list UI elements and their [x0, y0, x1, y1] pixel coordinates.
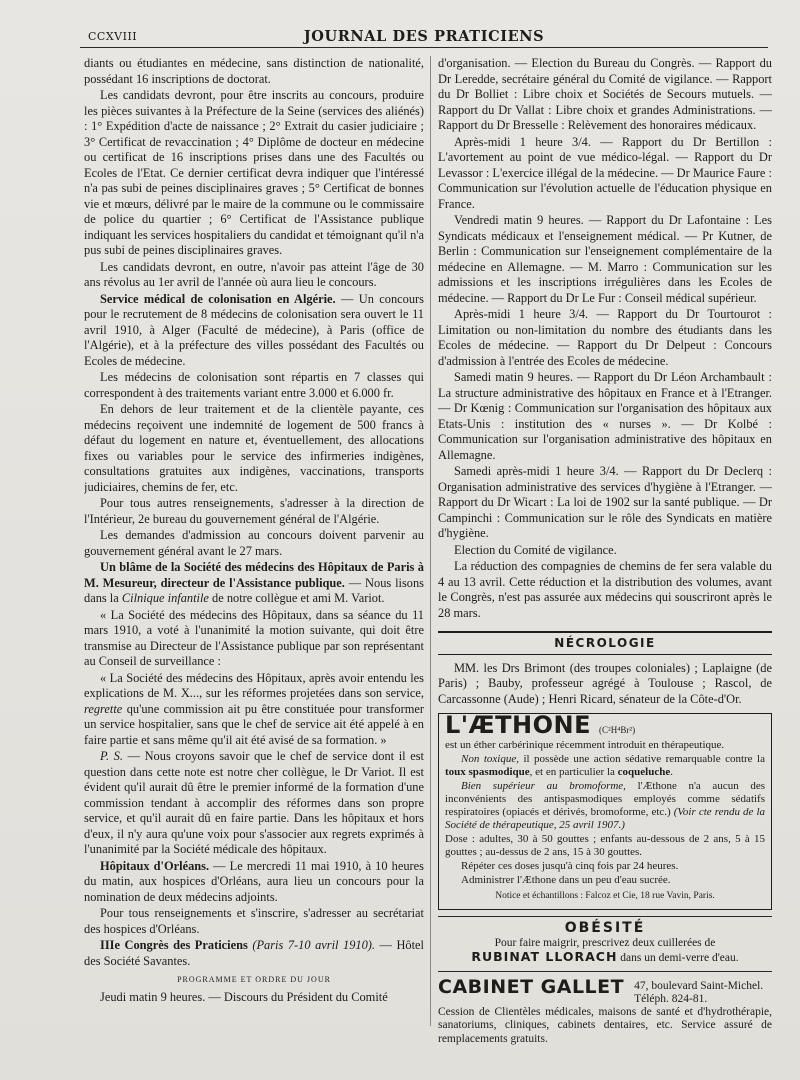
divider — [438, 916, 772, 917]
section-title: Service médical de colonisation en Algérie. — [100, 291, 336, 306]
ad-header — [438, 975, 772, 1006]
emphasis: regrette — [84, 701, 123, 716]
paragraph-text: — Hôtel des Société Savantes. — [84, 938, 424, 968]
section-title: IIIe Congrès des Praticiens — [100, 938, 248, 952]
paragraph: Vendredi matin 9 heures. — Rapport du Dr Lafontaine : Les Syndicats médicaux et l'enseignement médical. — Pr Kutner, de Berlin : Communication sur l'enseignement complémentaire de la médecine en Allemagne. — M. Marro : Communication sur les admissions et les inscriptions irrégulières dans les Ecoles de médecine. — Rapport du Dr Le Fur : Conseil médical supérieur. — [438, 213, 772, 305]
ad-text: Cession de Clientèles médicales, maisons de santé et d'hydrothérapie, sanatoriums, cliniques, cabinets dentaires, etc. Service assuré de remplacements gratuits. — [438, 1005, 772, 1045]
paragraph: Samedi matin 9 heures. — Rapport du Dr Léon Archambault : La structure administrative des hôpitaux en France et à l'Etranger. — Dr Kœnig : Communication sur l'organisation des hôpitaux aux Etats-Unis : institution des « nurses ». — Dr Kolbé : Communication sur l'organisation administrative des hôpitaux en Allemagne. — [438, 370, 772, 462]
ad-phone: Téléph. 824-81. — [634, 992, 708, 1005]
necrology-heading-box — [438, 631, 772, 655]
paragraph-text: — Un concours pour le recrutement de 8 médecins de colonisation sera ouvert le 11 avril 1910, à Alger (Faculté de médecine), à Paris (office de l'Algérie), et à la préfecture des villes possédant des Facultés ou Ecoles de médecine. — [84, 291, 424, 368]
paragraph — [84, 859, 424, 906]
page-number: CCXVIII — [88, 30, 138, 43]
left-column — [84, 56, 424, 1066]
ad-text-part: il possède une action sédative remarquable contre la — [518, 752, 765, 765]
paragraph: Après-midi 1 heure 3/4. — Rapport du Dr Bertillon : L'avortement au point de vue médico-légal. — Rapport du Dr Levassor : L'exercice illégal de la médecine. — Dr Maurice Faure : Communication sur l'évolution actuelle de l'éducation physique en France. — [438, 134, 772, 211]
paragraph: diants ou étudiantes en médecine, sans distinction de nationalité, possédant 16 inscriptions de doctorat. — [84, 56, 424, 86]
paragraph-text: — Le mercredi 11 mai 1910, à 10 heures du matin, aux hospices d'Orléans, aura lieu un concours pour la nomination de deux médecins adjoints. — [84, 858, 424, 904]
ad-text-part: dans un demi-verre d'eau. — [617, 951, 739, 964]
ad-dose: Répéter ces doses jusqu'à cinq fois par 24 heures. — [461, 859, 679, 872]
paragraph: Les médecins de colonisation sont répartis en 7 classes qui correspondent à des traitements variant entre 3.000 et 6.000 fr. — [84, 370, 424, 400]
section-title: Hôpitaux d'Orléans. — [100, 858, 210, 873]
paragraph-text: « La Société des médecins des Hôpitaux, après avoir entendu les explications de M. X..., sur les réformes projetées dans son service, — [84, 670, 424, 700]
paragraph: Pour tous renseignements et s'inscrire, s'adresser au secrétariat des hospices d'Orléans. — [84, 906, 424, 936]
paragraph: Samedi après-midi 1 heure 3/4. — Rapport du Dr Declerq : Organisation administrative des services d'hygiène à l'Etranger. — Rapport du Dr Wicart : La loi de 1902 sur la santé publique. — Dr Campinchi : Communication sur le rôle des Syndicats en matière d'hygiène. — [438, 464, 772, 540]
ad-header — [445, 711, 765, 739]
journal-name: Cilnique infantile — [121, 591, 209, 605]
paragraph: La réduction des compagnies de chemins de fer sera valable du 4 au 13 avril. Cette réduction et la distribution des volumes, avant le Congrès, n'est pas assurée aux médecins qui souscriront après le 28 mars. — [438, 559, 772, 620]
necrology-text: MM. les Drs Brimont (des troupes coloniales) ; Laplaigne (de Paris) ; Bauby, professeur agrégé à Toulouse ; Rascol, de Carcassonne (Aude) ; Henri Ricard, sénateur de la Côte-d'Or. — [438, 660, 772, 706]
section-title: Un blâme de la Société des médecins des Hôpitaux de Paris à M. Mesureur, directeur de l'Assistance publique. — [84, 560, 424, 590]
ad-text: Non toxique, il possède une action sédative remarquable contre la toux spasmodique, et en particulier la coqueluche. — [445, 752, 765, 778]
ad-text — [445, 780, 765, 832]
journal-title: JOURNAL DES PRATICIENS — [303, 28, 545, 45]
paragraph: « La Société des médecins des Hôpitaux, dans sa séance du 11 mars 1910, a voté à l'unanimité la motion suivante, qui doit être transmise au Directeur de l'Assistance publique par son représentant au Conseil de surveillance : — [84, 607, 424, 668]
page-header — [80, 26, 768, 48]
paragraph — [84, 749, 424, 858]
ad-text: Pour faire maigrir, prescrivez deux cuillerées de — [494, 936, 716, 949]
paragraph: En dehors de leur traitement et de la clientèle payante, ces médecins reçoivent une indemnité de logement de 500 francs à défaut du logement en nature et, éventuellement, des allocations fixes ou variables pour le service des infirmeries indigènes, consultations gratuites aux indigènes, vaccinations, transports judiciaires, chemins de fer, etc. — [84, 402, 424, 494]
paragraph — [84, 292, 424, 370]
ad-notice: Notice et échantillons : Falcoz et Cie, 18 rue Vavin, Paris. — [495, 890, 715, 901]
paragraph: Pour tous autres renseignements, s'adresser à la direction de l'Intérieur, 2e bureau du gouvernement général de l'Algérie. — [84, 496, 424, 526]
paragraph: Jeudi matin 9 heures. — Discours du Président du Comité — [100, 989, 388, 1004]
ad-address — [634, 980, 763, 1006]
ad-brand: L'ÆTHONE — [445, 711, 592, 739]
paragraph: Les candidats devront, pour être inscrits au concours, produire les pièces suivantes à la Préfecture de la Seine (services des aliénés) : 1° Expédition d'acte de naissance ; 2° Extrait du casier judiciaire ; 3° Certificat de revaccination ; 4° Diplôme de docteur en médecine ou certificat de 16 inscriptions prises dans une des Facultés ou Ecoles de l'Etat. Ce dernier certificat devra indiquer que l'intéressé n'a pas subi de peines disciplinaires graves ; 5° Certificat de bonnes vie et mœurs, délivré par le maire de la commune ou le commissaire de police du quartier ; 6° Certificat de l'Assistance publique indiquant les services hospitaliers du candidat et témoignant qu'il n'a pus subi de peines disciplinaires graves. — [84, 88, 424, 257]
divider — [438, 971, 772, 972]
paragraph: Les demandes d'admission au concours doivent parvenir au gouvernement général avant le 27 mars. — [84, 528, 424, 558]
emphasis: P. S. — [100, 749, 123, 763]
paragraph — [84, 938, 424, 969]
ad-text-part: l'Æthone n'a aucun des inconvénients des antispasmodiques employés comme sédatifs respiratoires (opiacés et dérivés, bromoforme, etc.) — [445, 779, 765, 818]
aethone-advertisement — [438, 713, 772, 910]
gallet-advertisement — [438, 975, 772, 1047]
paragraph-text: — Nous croyons savoir que le chef de service dont il est question dans cette note est notre cher collègue, le Dr Variot. Il est évident qu'il aurait dû être le premier informé de la formation d'une commission tendant à accomplir des réformes dans son propre service, et qu'il aurait dû en faire partie. Dans les hôpitaux et hors d'eux, il n'y aura qu'une voix pour s'associer aux regrets exprimés à l'unanimité par la Société médicale des hôpitaux. — [84, 749, 424, 856]
emphasis: Bien supérieur au bromoforme, — [461, 779, 626, 792]
ad-text-part: , et en particulier la — [529, 765, 618, 778]
emphasis: (Voir cte rendu de la Société de thérapeutique, 25 avril 1907.) — [445, 805, 765, 831]
paragraph: d'organisation. — Election du Bureau du Congrès. — Rapport du Dr Leredde, secrétaire général du Comité de vigilance. — Rapport du Dr Bolliet : Libre choix et Sociétés de Secours mutuels. — Rapport du Dr Vallat : Libre choix et grandes Administrations. — Rapport du Dr Bresselle : Relèvement des honoraires médicaux. — [438, 56, 772, 132]
paragraph — [84, 560, 424, 607]
emphasis: Non toxique, — [461, 752, 519, 765]
emphasis: toux spasmodique — [445, 765, 530, 778]
emphasis: (Paris 7-10 avril 1910). — [252, 938, 376, 952]
ad-brand: CABINET GALLET — [438, 975, 625, 998]
obesite-advertisement — [438, 921, 772, 965]
ad-dose: Administrer l'Æthone dans un peu d'eau sucrée. — [461, 873, 671, 886]
ad-brand: RUBINAT LLORACH — [471, 948, 618, 964]
program-heading: PROGRAMME ET ORDRE DU JOUR — [177, 975, 331, 984]
paragraph — [84, 671, 424, 749]
paragraph-text: de notre collègue et ami M. Variot. — [208, 591, 385, 605]
ad-intro: est un éther carbérinique récemment introduit en thérapeutique. — [445, 738, 725, 751]
column-divider — [430, 56, 431, 1026]
paragraph: Election du Comité de vigilance. — [454, 542, 617, 557]
ad-text — [438, 950, 772, 965]
emphasis: coqueluche — [617, 765, 671, 778]
ad-address-line: 47, boulevard Saint-Michel. — [634, 979, 764, 992]
right-column — [438, 56, 772, 1066]
paragraph: Après-midi 1 heure 3/4. — Rapport du Dr Tourtourot : Limitation ou non-limitation du nombre des étudiants dans les Ecoles de médecine. — Rapport du Dr Delpeut : Concours d'admission à l'entrée des Ecoles de médecine. — [438, 307, 772, 368]
ad-dose: Dose : adultes, 30 à 50 gouttes ; enfants au-dessous de 2 ans, 5 à 15 gouttes ; au-dessus de 2 ans, 15 à 30 gouttes. — [445, 832, 765, 858]
ad-title: OBÉSITÉ — [564, 920, 646, 936]
paragraph-text: — Nous lisons dans la — [84, 575, 424, 605]
paragraph: Les candidats devront, en outre, n'avoir pas atteint l'âge de 30 ans révolus au 1er avril de l'année où aura lieu le concours. — [84, 259, 424, 289]
necrology-heading: NÉCROLOGIE — [554, 636, 656, 650]
ad-formula: (C²H⁴Br²) — [599, 725, 636, 735]
paragraph-text: qu'une commission ait pu être constituée pour transformer un service hospitalier, sans que le chef de service ait été appelé à en faire partie et sans même qu'il ait été avisé de sa formation. » — [84, 701, 424, 747]
